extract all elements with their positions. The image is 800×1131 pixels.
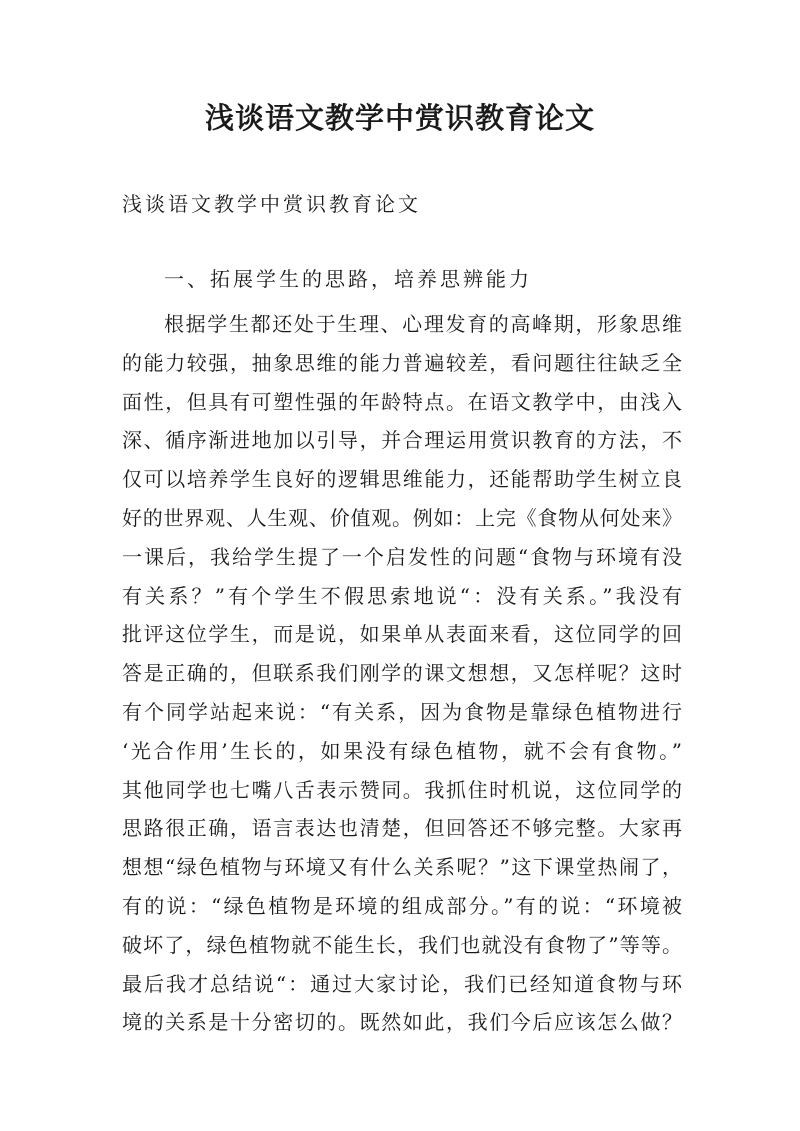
text-line: 境的关系是十分密切的。既然如此，我们今后应该怎么做？ (122, 1010, 682, 1035)
text-line: ‘光合作用’生长的，如果没有绿色植物，就不会有食物。” (122, 738, 682, 763)
text-line: 有个同学站起来说：“有关系，因为食物是靠绿色植物进行 (122, 699, 682, 724)
body-paragraph (122, 305, 682, 1042)
document-subtitle: 浅谈语文教学中赏识教育论文 (122, 192, 421, 216)
section-heading: 一、拓展学生的思路，培养思辨能力 (164, 267, 532, 291)
text-line: 一课后，我给学生提了一个启发性的问题“食物与环境有没 (122, 544, 682, 569)
text-line: 批评这位学生，而是说，如果单从表面来看，这位同学的回 (122, 622, 682, 647)
text-line: 深、循序渐进地加以引导，并合理运用赏识教育的方法，不 (122, 428, 682, 453)
text-line: 仅可以培养学生良好的逻辑思维能力，还能帮助学生树立良 (122, 467, 682, 492)
text-line: 面性，但具有可塑性强的年龄特点。在语文教学中，由浅入 (122, 389, 682, 414)
text-line: 想想“绿色植物与环境又有什么关系呢？”这下课堂热闹了， (122, 855, 682, 880)
text-line: 根据学生都还处于生理、心理发育的高峰期，形象思维 (164, 312, 682, 336)
text-line: 有关系？”有个学生不假思索地说“：没有关系。”我没有 (122, 583, 682, 608)
text-line: 有的说：“绿色植物是环境的组成部分。”有的说：“环境被 (122, 893, 682, 918)
text-line: 的能力较强，抽象思维的能力普遍较差，看问题往往缺乏全 (122, 350, 682, 375)
text-line: 答是正确的，但联系我们刚学的课文想想，又怎样呢？这时 (122, 661, 682, 686)
text-line: 破坏了，绿色植物就不能生长，我们也就没有食物了”等等。 (122, 932, 682, 957)
text-line: 最后我才总结说“：通过大家讨论，我们已经知道食物与环 (122, 971, 682, 996)
text-line: 其他同学也七嘴八舌表示赞同。我抓住时机说，这位同学的 (122, 777, 682, 802)
text-line: 思路很正确，语言表达也清楚，但回答还不够完整。大家再 (122, 816, 682, 841)
text-line: 好的世界观、人生观、价值观。例如：上完《食物从何处来》 (122, 505, 682, 530)
document-title: 浅谈语文教学中赏识教育论文 (204, 101, 595, 135)
